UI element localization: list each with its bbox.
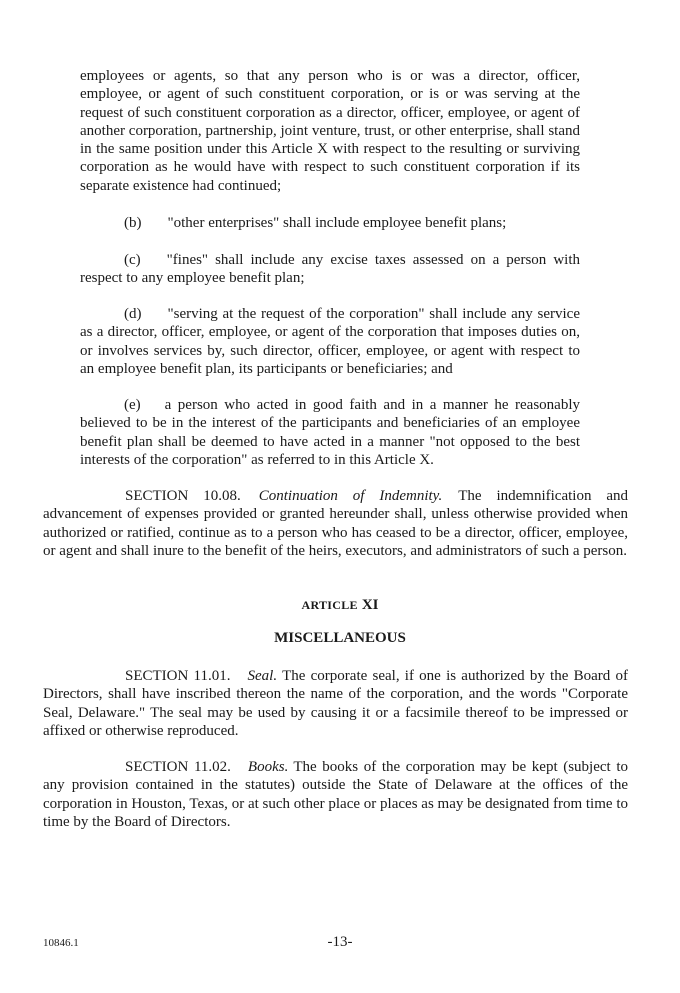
clause-c xyxy=(80,251,580,288)
section-11-02 xyxy=(43,758,628,831)
clause-e-text: a person who acted in good faith and in a manner he reasonably believed to be in the interest of the participants and beneficiaries of an employee benefit plan shall be deemed to have acted in a manner "not opposed to the best interests of the corporation" as referred to in this Article X. xyxy=(80,397,580,468)
clause-b xyxy=(80,214,580,232)
clause-d-text: "serving at the request of the corporation" shall include any service as a director, officer, employee, or agent of the corporation that imposes duties on, or involves services by, such director, officer, employee, or agent with respect to an employee benefit plan, its participants or beneficiaries; and xyxy=(80,306,580,377)
document-id: 10846.1 xyxy=(43,937,79,949)
clause-e xyxy=(80,396,580,469)
article-numeral: XI xyxy=(361,597,379,613)
clause-d xyxy=(80,305,580,378)
section-11-02-title: Books. xyxy=(247,759,289,775)
section-10-08-title: Continuation of Indemnity. xyxy=(258,488,443,504)
clause-c-label: (c) xyxy=(124,252,141,268)
clause-b-text: "other enterprises" shall include employee benefit plans; xyxy=(167,215,507,231)
page-number: -13- xyxy=(327,934,353,950)
section-11-01-title: Seal. xyxy=(247,668,278,684)
continuation-paragraph: employees or agents, so that any person who is or was a director, officer, employee, or agent of such constituent corporation, or is or was serving at the request of such constituent corporation as a director, officer, employee, or agent of another corporation, partnership, joint venture, trust, or other enterprise, shall stand in the same position under this Article X with respect to the resulting or surviving corporation as he would have with respect to such constituent corporation if its separate existence had continued; xyxy=(80,68,580,194)
article-word: ARTICLE xyxy=(301,598,358,612)
section-10-08-number: SECTION 10.08. xyxy=(125,488,241,504)
article-title: MISCELLANEOUS xyxy=(274,630,406,646)
clause-e-label: (e) xyxy=(124,397,141,413)
clause-c-text: "fines" shall include any excise taxes assessed on a person with respect to any employee benefit plan; xyxy=(80,252,580,287)
section-11-02-text: The books of the corporation may be kept (subject to any provision contained in the statutes) outside the State of Delaware at the offices of the corporation in Houston, Texas, or at such other place or places as may be designated from time to time by the Board of Directors. xyxy=(43,759,629,830)
clause-b-label: (b) xyxy=(124,215,142,231)
clause-d-label: (d) xyxy=(124,306,142,322)
section-11-01-text: The corporate seal, if one is authorized by the Board of Directors, shall have inscribed thereon the name of the corporation, and the words "Corporate Seal, Delaware." The seal may be used by causing it or a facsimile thereof to be impressed or affixed or otherwise reproduced. xyxy=(43,668,628,739)
section-11-01-number: SECTION 11.01. xyxy=(125,668,231,684)
section-10-08-text: The indemnification and advancement of expenses provided or granted hereunder shall, unless otherwise provided when authorized or ratified, continue as to a person who has ceased to be a director, officer, employee, or agent and shall inure to the benefit of the heirs, executors, and administrators of such a person. xyxy=(43,488,628,559)
section-10-08 xyxy=(43,487,628,560)
section-11-01 xyxy=(43,667,628,740)
section-11-02-number: SECTION 11.02. xyxy=(125,759,231,775)
article-heading xyxy=(0,596,680,614)
